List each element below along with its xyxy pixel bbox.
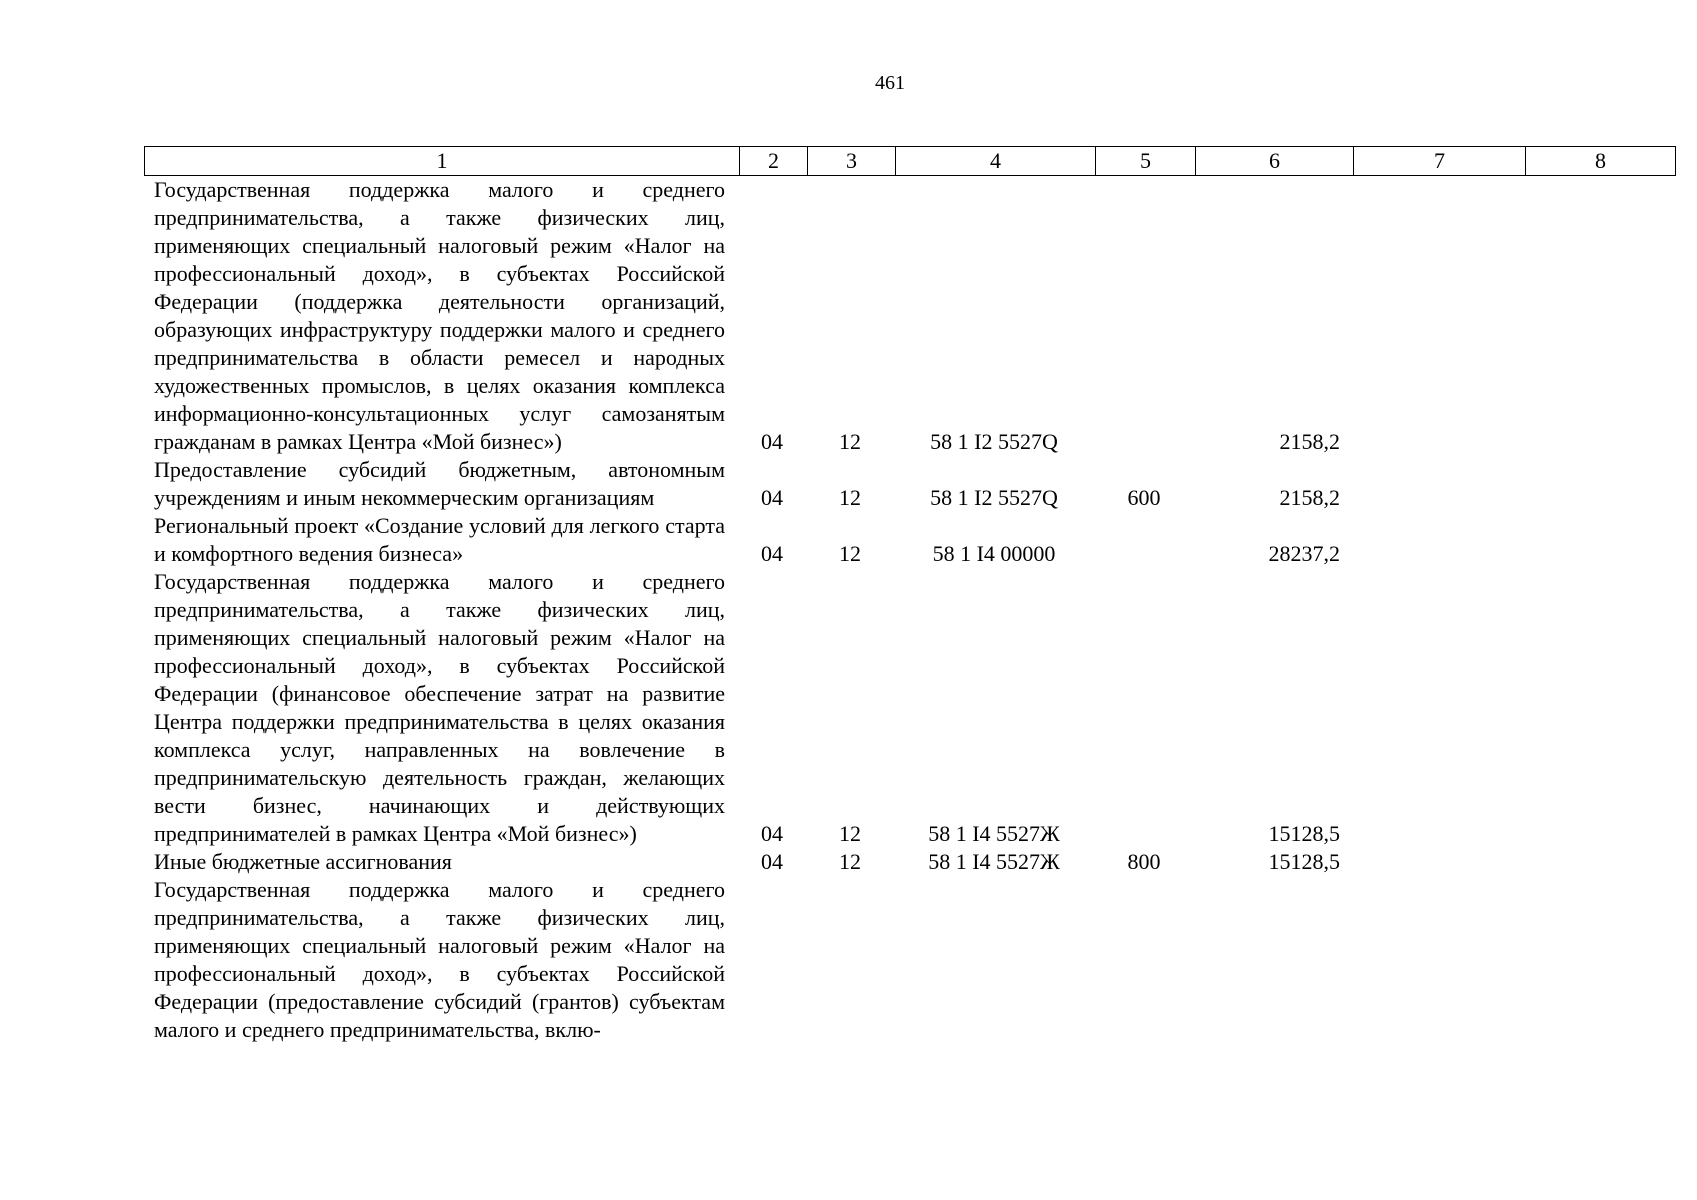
table-row xyxy=(144,176,1680,456)
row-target-code: 58 1 I4 00000 xyxy=(932,541,1056,566)
header-col-8: 8 xyxy=(1525,147,1675,175)
table-body xyxy=(144,176,1680,1044)
table-row xyxy=(144,876,1680,1044)
table-row xyxy=(144,848,1680,876)
table-row xyxy=(144,568,1680,848)
header-col-7: 7 xyxy=(1353,147,1525,175)
table-row xyxy=(144,456,1680,512)
row-amount: 15128,5 xyxy=(1268,821,1340,846)
table-header xyxy=(144,146,1676,176)
row-subsection: 12 xyxy=(839,821,861,846)
row-amount: 2158,2 xyxy=(1279,429,1340,454)
row-subsection: 12 xyxy=(839,849,861,874)
header-col-1: 1 xyxy=(436,148,448,173)
row-section: 04 xyxy=(761,429,783,454)
row-target-code: 58 1 I2 5527Q xyxy=(930,429,1058,454)
row-amount: 15128,5 xyxy=(1268,849,1340,874)
row-subsection: 12 xyxy=(839,429,861,454)
header-col-5: 5 xyxy=(1095,147,1195,175)
row-name: Иные бюджетные ассигнования xyxy=(154,849,452,874)
table-row xyxy=(144,512,1680,568)
row-expense-type: 600 xyxy=(1127,485,1161,510)
row-name: Региональный проект «Создание условий для легкого старта и комфортного ведения бизнеса» xyxy=(154,513,725,566)
row-section: 04 xyxy=(761,541,783,566)
row-target-code: 58 1 I4 5527Ж xyxy=(928,849,1060,874)
header-col-6: 6 xyxy=(1195,147,1353,175)
row-section: 04 xyxy=(761,849,783,874)
row-target-code: 58 1 I2 5527Q xyxy=(930,485,1058,510)
row-target-code: 58 1 I4 5527Ж xyxy=(928,821,1060,846)
header-col-4: 4 xyxy=(895,147,1095,175)
page-number: 461 xyxy=(875,72,905,94)
header-col-3: 3 xyxy=(807,147,895,175)
row-amount: 2158,2 xyxy=(1279,485,1340,510)
row-subsection: 12 xyxy=(839,485,861,510)
row-section: 04 xyxy=(761,485,783,510)
header-col-2: 2 xyxy=(739,147,807,175)
row-name: Государственная поддержка малого и среднего предпринимательства, а также физических лиц, применяющих специальный налоговый режим «Налог на профессиональный доход», в субъектах Российской Федерации (предоставление субсидий (грантов) субъектам малого и среднего предпринимательства, вклю- xyxy=(154,877,725,1042)
row-name: Предоставление субсидий бюджетным, автономным учреждениям и иным некоммерческим организациям xyxy=(154,457,725,510)
row-expense-type: 800 xyxy=(1127,849,1161,874)
row-subsection: 12 xyxy=(839,541,861,566)
row-section: 04 xyxy=(761,821,783,846)
row-amount: 28237,2 xyxy=(1268,541,1340,566)
row-name: Государственная поддержка малого и среднего предпринимательства, а также физических лиц, применяющих специальный налоговый режим «Налог на профессиональный доход», в субъектах Российской Федерации (финансовое обеспечение затрат на развитие Центра поддержки предпринимательства в целях оказания комплекса услуг, направленных на вовлечение в предпринимательскую деятельность граждан, желающих вести бизнес, начинающих и действующих предпринимателей в рамках Центра «Мой бизнес») xyxy=(154,569,725,846)
row-name: Государственная поддержка малого и среднего предпринимательства, а также физических лиц, применяющих специальный налоговый режим «Налог на профессиональный доход», в субъектах Российской Федерации (поддержка деятельности организаций, образующих инфраструктуру поддержки малого и среднего предпринимательства в области ремесел и народных художественных промыслов, в целях оказания комплекса информационно-консультационных услуг самозанятым гражданам в рамках Центра «Мой бизнес») xyxy=(154,177,725,454)
